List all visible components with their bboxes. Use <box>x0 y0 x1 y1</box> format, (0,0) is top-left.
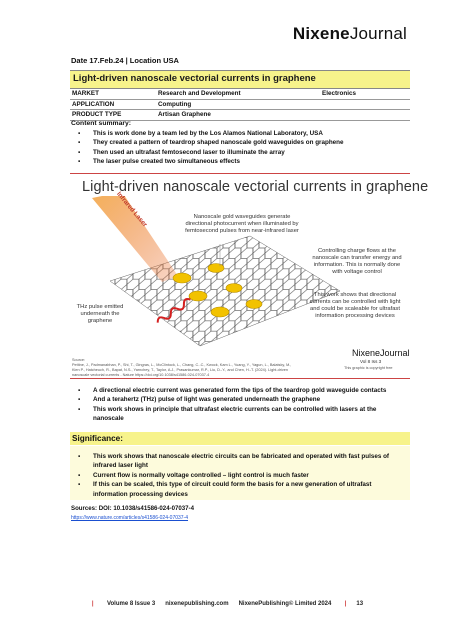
meta-extra <box>320 99 410 110</box>
summary-item: ▪ Then used an ultrafast femtosecond laser to illuminate the array <box>77 148 407 157</box>
caption-thz: THz pulse emitted underneath the graphene <box>76 304 124 324</box>
divider <box>70 378 410 379</box>
meta-key: APPLICATION <box>70 99 156 110</box>
page-number: 13 <box>356 601 364 607</box>
summary-item: ▪ This is work done by a team led by the Los Alamos National Laboratory, USA <box>77 129 407 138</box>
figure-source: Source: Pettine, J., Padmanabhan, P., Shi, T., Gingras, L., McClintock, L., Chang, C.-C., Kwock, Kam L., Yuang, Y., Yagun, L., Balatsky, M., Kien P., Hatcheuch, R., Bapat, N.S., Yarnchey, T., Taylor, A.J., Prasankumar, R.P., Liu, D.-Y., and Chen, H.-T. (2024). Light-driven nanoscale vectorial currents - Nature https://doi.org/10.1038/s41586-024-07037-4 <box>72 358 292 377</box>
meta-value: Artisan Graphene <box>156 110 320 121</box>
effects-item: ▪ And a terahertz (THz) pulse of light was generated underneath the graphene <box>77 395 407 404</box>
significance-item: ▪ Current flow is normally voltage controlled – light control is much faster <box>77 471 407 480</box>
meta-value: Computing <box>156 99 320 110</box>
figure-copyright: This graphic is copyright free <box>344 366 393 370</box>
journal-logo: NixeneJournal <box>292 24 407 43</box>
divider <box>70 173 410 174</box>
significance-item: ▪ This work shows that nanoscale electric circuits can be fabricated and operated with fast pulses of infrared laser light <box>77 452 407 471</box>
footer-site: nixenepublishing.com <box>165 601 229 607</box>
footer-separator: | <box>344 601 347 607</box>
effects-item: ▪ This work shows in principle that ultrafast electric currents can be controlled with lasers at the nanoscale <box>77 405 407 424</box>
sources-doi: Sources: DOI: 10.1038/s41586-024-07037-4 <box>71 505 194 512</box>
summary-item: ▪ They created a pattern of teardrop shaped nanoscale gold waveguides on graphene <box>77 138 407 147</box>
meta-key: PRODUCT TYPE <box>70 110 156 121</box>
significance-heading: Significance: <box>72 434 123 443</box>
figure-title: Light-driven nanoscale vectorial currents in graphene <box>82 179 429 195</box>
sources-link[interactable]: https://www.nature.com/articles/s41586-024-07037-4 <box>71 515 189 521</box>
laser-label: Infrared Laser <box>115 190 149 229</box>
meta-extra: Electronics <box>320 89 410 99</box>
caption-waveguides: Nanoscale gold waveguides generate directional photocurrent when illuminated by femtosecond pulses from near-infrared laser <box>185 214 299 234</box>
summary-list <box>77 129 407 167</box>
title-bar <box>70 70 410 89</box>
summary-item: ▪ The laser pulse created two simultaneous effects <box>77 157 407 166</box>
page-footer <box>0 601 455 607</box>
significance-item: ▪ If this can be scaled, this type of circuit could form the basis for a new generation of ultrafast information processing devices <box>77 480 407 499</box>
meta-extra <box>320 110 410 121</box>
footer-publisher: NixenePublishing© Limited 2024 <box>238 601 332 607</box>
figure-volume: Vol 8 Iss 3 <box>360 359 382 364</box>
meta-row <box>70 110 410 121</box>
significance-header <box>70 432 410 445</box>
meta-row <box>70 89 410 99</box>
footer-separator: | <box>91 601 94 607</box>
summary-heading: Content summary: <box>71 120 132 127</box>
article-title: Light-driven nanoscale vectorial currents in graphene <box>73 73 316 84</box>
meta-row <box>70 99 410 110</box>
effects-item: ▪ A directional electric current was generated form the tips of the teardrop gold waveguide contacts <box>77 386 407 395</box>
meta-key: MARKET <box>70 89 156 99</box>
caption-control: Controlling charge flows at the nanoscale can transfer energy and information. This is normally done with voltage control <box>312 248 402 275</box>
figure-logo: NixeneJournal <box>352 348 410 358</box>
effects-list <box>77 386 407 424</box>
meta-table <box>70 89 410 121</box>
significance-list <box>77 452 407 499</box>
footer-volume: Volume 8 Issue 3 <box>106 601 156 607</box>
meta-value: Research and Development <box>156 89 320 99</box>
date-location: Date 17.Feb.24 | Location USA <box>71 56 179 65</box>
caption-directional: This work shows that directional currents can be controlled with light and could be scaleable for ultrafast information processing devices <box>309 292 401 319</box>
